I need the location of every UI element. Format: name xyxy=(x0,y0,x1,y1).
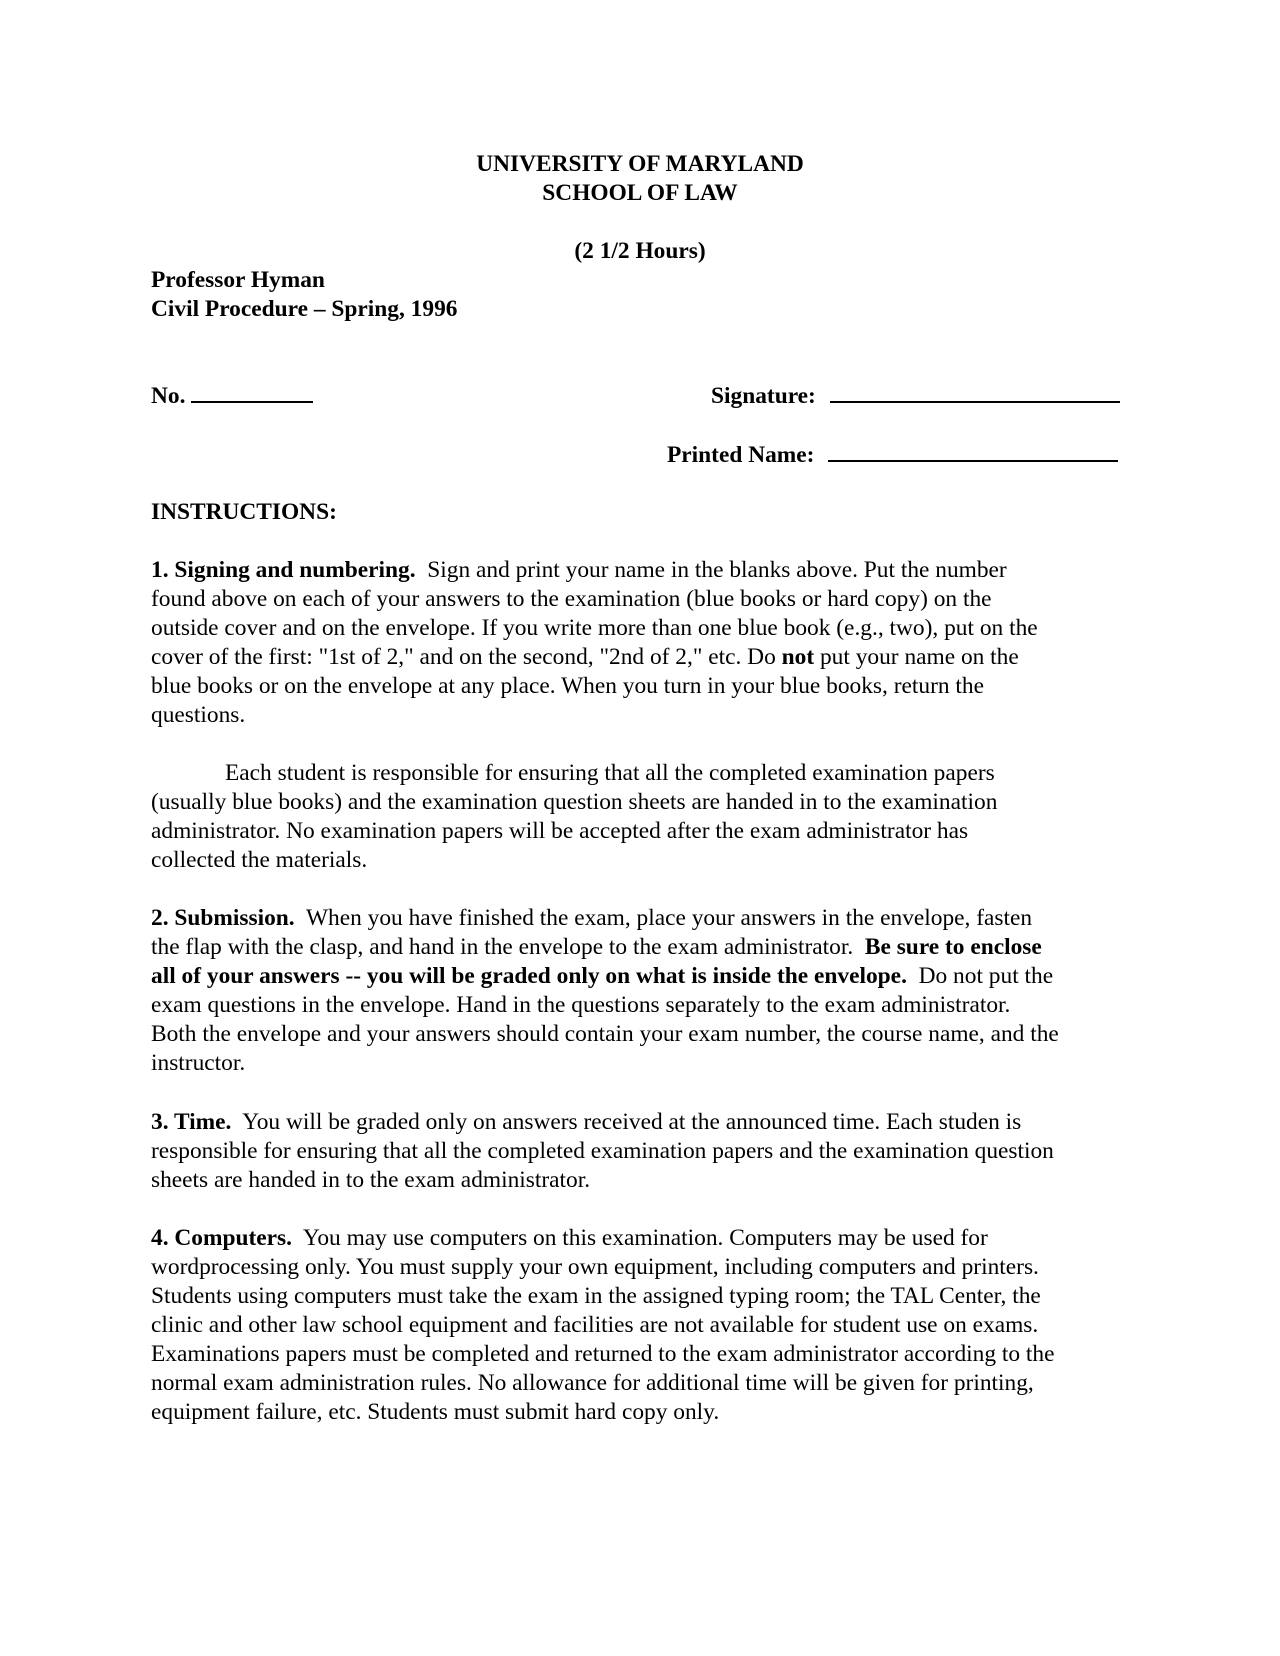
instruction-item-4 xyxy=(151,1224,1131,1427)
exam-number-field xyxy=(151,381,313,411)
paragraph-text: Each student is responsible for ensuring that all the completed examination papers xyxy=(225,760,995,786)
responsibility-paragraph xyxy=(151,759,1131,875)
exam-number-blank[interactable] xyxy=(191,381,313,403)
item-1-text: questions. xyxy=(151,702,246,728)
item-4-text: wordprocessing only. You must supply your own equipment, including computers and printers. xyxy=(151,1254,1039,1280)
signature-field xyxy=(711,381,1120,411)
item-1-text: put your name on the xyxy=(819,644,1019,670)
printed-name-blank[interactable] xyxy=(828,440,1118,462)
instruction-item-2 xyxy=(151,904,1131,1078)
item-2-title: 2. Submission. xyxy=(151,905,295,931)
item-1-text: cover of the first: "1st of 2," and on the second, "2nd of 2," etc. Do xyxy=(151,644,776,670)
item-3-title: 3. Time. xyxy=(151,1109,232,1135)
item-4-text: Students using computers must take the exam in the assigned typing room; the TAL Center, the xyxy=(151,1283,1041,1309)
item-1-text: blue books or on the envelope at any place. When you turn in your blue books, return the xyxy=(151,673,984,699)
item-4-text: You may use computers on this examination. Computers may be used for xyxy=(302,1225,988,1251)
item-2-text: Do not put the xyxy=(918,963,1054,989)
item-4-text: clinic and other law school equipment and facilities are not available for student use on exams. xyxy=(151,1312,1039,1338)
exam-duration: (2 1/2 Hours) xyxy=(574,238,706,264)
item-4-text: equipment failure, etc. Students must submit hard copy only. xyxy=(151,1399,720,1425)
item-1-text: outside cover and on the envelope. If you write more than one blue book (e.g., two), put on the xyxy=(151,615,1038,641)
item-2-text: exam questions in the envelope. Hand in the questions separately to the exam administrator. xyxy=(151,992,1011,1018)
printed-name-field xyxy=(667,440,1118,470)
item-1-title: 1. Signing and numbering. xyxy=(151,557,416,583)
instructions-heading: INSTRUCTIONS: xyxy=(151,499,337,525)
paragraph-text: (usually blue books) and the examination question sheets are handed in to the examination xyxy=(151,789,998,815)
item-3-text: You will be graded only on answers received at the announced time. Each studen is xyxy=(242,1109,1022,1135)
instruction-item-1 xyxy=(151,556,1131,730)
item-1-emphasis: not xyxy=(781,644,815,670)
university-name: UNIVERSITY OF MARYLAND xyxy=(476,151,804,177)
item-4-text: normal exam administration rules. No allowance for additional time will be given for printing, xyxy=(151,1370,1034,1396)
item-4-text: Examinations papers must be completed and returned to the exam administrator according to the xyxy=(151,1341,1055,1367)
item-3-text: sheets are handed in to the exam administrator. xyxy=(151,1167,591,1193)
item-2-emphasis: all of your answers -- you will be graded only on what is inside the envelope. xyxy=(151,963,907,989)
item-1-text: Sign and print your name in the blanks above. Put the number xyxy=(427,557,1007,583)
item-3-text: responsible for ensuring that all the completed examination papers and the examination question xyxy=(151,1138,1054,1164)
item-2-text: instructor. xyxy=(151,1050,246,1076)
printed-name-label: Printed Name: xyxy=(667,442,815,468)
course-name: Civil Procedure – Spring, 1996 xyxy=(151,296,458,322)
signature-label: Signature: xyxy=(711,383,816,409)
item-2-text: When you have finished the exam, place your answers in the envelope, fasten xyxy=(305,905,1033,931)
item-1-text: found above on each of your answers to the examination (blue books or hard copy) on the xyxy=(151,586,992,612)
exam-header xyxy=(0,150,1280,266)
item-2-text: Both the envelope and your answers should contain your exam number, the course name, and the xyxy=(151,1021,1059,1047)
item-2-text: the flap with the clasp, and hand in the envelope to the exam administrator. xyxy=(151,934,854,960)
paragraph-text: collected the materials. xyxy=(151,847,368,873)
exam-number-label: No. xyxy=(151,383,186,409)
school-name: SCHOOL OF LAW xyxy=(542,180,738,206)
instruction-item-3 xyxy=(151,1108,1131,1195)
item-2-emphasis: Be sure to enclose xyxy=(864,934,1042,960)
paragraph-text: administrator. No examination papers will be accepted after the exam administrator has xyxy=(151,818,969,844)
item-4-title: 4. Computers. xyxy=(151,1225,292,1251)
professor-name: Professor Hyman xyxy=(151,267,325,293)
signature-blank[interactable] xyxy=(830,381,1120,403)
